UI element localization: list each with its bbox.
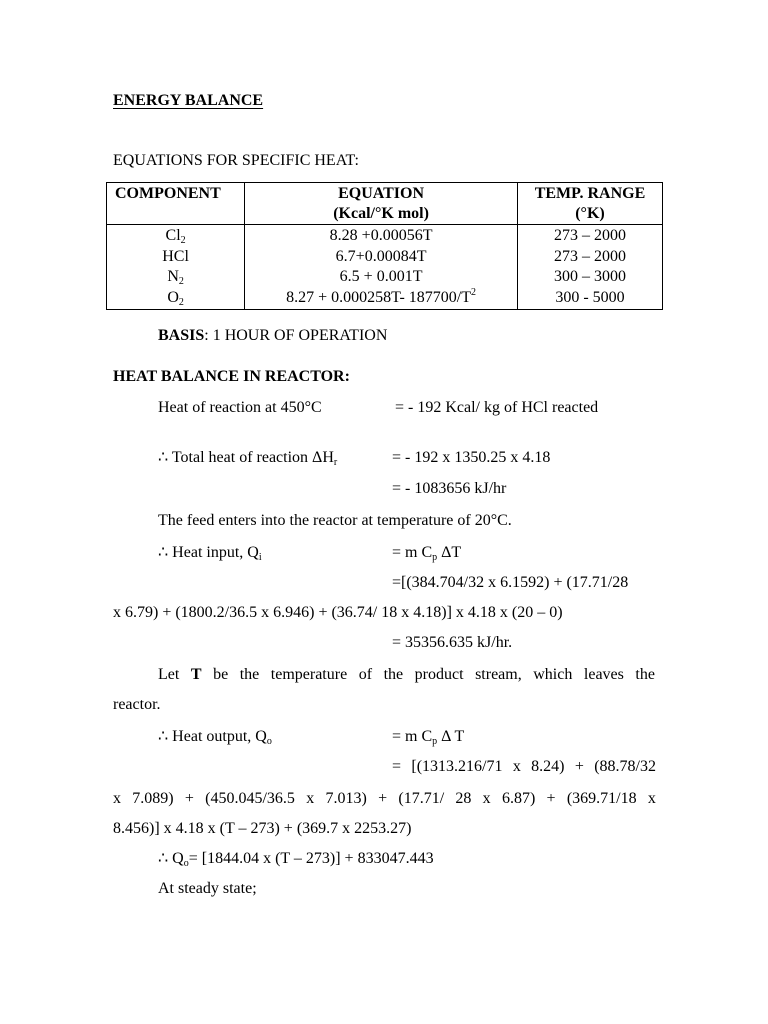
heat-output-equation: = m $C_p$ Δ T bbox=[392, 728, 465, 747]
range-n2: 300 – 3000 bbox=[553, 268, 626, 285]
heat-balance-title: HEAT BALANCE IN REACTOR: bbox=[113, 368, 350, 385]
component-column bbox=[107, 225, 245, 310]
heat-output-line-1: = [(1313.216/71 x 8.24) + (88.78/32 bbox=[392, 758, 656, 775]
component-hcl: HCl bbox=[162, 247, 189, 265]
basis-text: : 1 HOUR OF OPERATION bbox=[204, 327, 388, 344]
page-heading: ENERGY BALANCE bbox=[113, 92, 264, 109]
equations-title: EQUATIONS FOR SPECIFIC HEAT: bbox=[113, 152, 359, 169]
equation-o2: 8.27 + 0.000258T- $187700/T^2$ bbox=[286, 286, 476, 306]
heat-output-line-3: 8.456)] x 4.18 x (T – 273) + (369.7 x 2253.27) bbox=[113, 820, 412, 837]
component-n2: $N_2$ bbox=[167, 268, 184, 287]
heat-input-equation: = m $C_p$ ΔT bbox=[392, 544, 462, 563]
component-o2: $O_2$ bbox=[167, 288, 184, 308]
total-heat-label: ∴ Total heat of reaction $\Delta H_r$ bbox=[158, 449, 338, 468]
equation-hcl: 6.7+0.00084T bbox=[335, 247, 427, 265]
range-cl2: 273 – 2000 bbox=[553, 227, 626, 244]
steady-state-line: At steady state; bbox=[158, 880, 257, 897]
heat-input-result: = 35356.635 kJ/hr. bbox=[392, 634, 513, 651]
basis-line bbox=[158, 326, 387, 346]
equation-column bbox=[245, 225, 518, 310]
basis-label: BASIS bbox=[158, 327, 205, 344]
equation-n2: 6.5 + 0.001T bbox=[339, 268, 423, 285]
specific-heat-table bbox=[106, 182, 663, 310]
total-heat-value-2: = - 1083656 kJ/hr bbox=[392, 480, 507, 497]
heat-input-label: ∴ Heat input, $Q_i$ bbox=[158, 544, 262, 563]
heat-output-label: ∴ Heat output, $Q_o$ bbox=[158, 728, 272, 747]
header-equation: EQUATION (Kcal/°K mol) bbox=[245, 183, 518, 225]
let-t-line: Let T be the temperature of the product stream, which leaves the bbox=[158, 666, 655, 683]
range-hcl: 273 – 2000 bbox=[553, 247, 626, 265]
heat-reaction-label: Heat of reaction at 450°C bbox=[158, 399, 322, 416]
heat-input-line-1: =[(384.704/32 x 6.1592) + (17.71/28 bbox=[392, 574, 629, 591]
range-o2: 300 - 5000 bbox=[555, 288, 625, 306]
table-header-row bbox=[107, 183, 663, 225]
feed-sentence: The feed enters into the reactor at temperature of 20°C. bbox=[158, 512, 512, 529]
component-cl2: $Cl_2$ bbox=[165, 227, 186, 246]
heat-reaction-value: = - 192 Kcal/ kg of HCl reacted bbox=[395, 399, 599, 416]
header-temp-range: TEMP. RANGE (°K) bbox=[517, 183, 662, 225]
let-t-line-2: reactor. bbox=[113, 696, 161, 713]
table-body-row bbox=[107, 225, 663, 310]
heat-input-line-2: x 6.79) + (1800.2/36.5 x 6.946) + (36.74/ 18 x 4.18)] x 4.18 x (20 – 0) bbox=[113, 604, 563, 621]
qo-equation: ∴ $Q_o= [1844.04$ x (T – 273)] + 833047.443 bbox=[158, 850, 434, 869]
header-component: COMPONENT bbox=[107, 183, 245, 225]
heat-output-line-2: x 7.089) + (450.045/36.5 x 7.013) + (17.71/ 28 x 6.87) + (369.71/18 x bbox=[113, 790, 656, 807]
equation-cl2: 8.28 +0.00056T bbox=[329, 227, 433, 244]
range-column bbox=[517, 225, 662, 310]
total-heat-value-1: = - 192 x 1350.25 x 4.18 bbox=[392, 449, 551, 466]
